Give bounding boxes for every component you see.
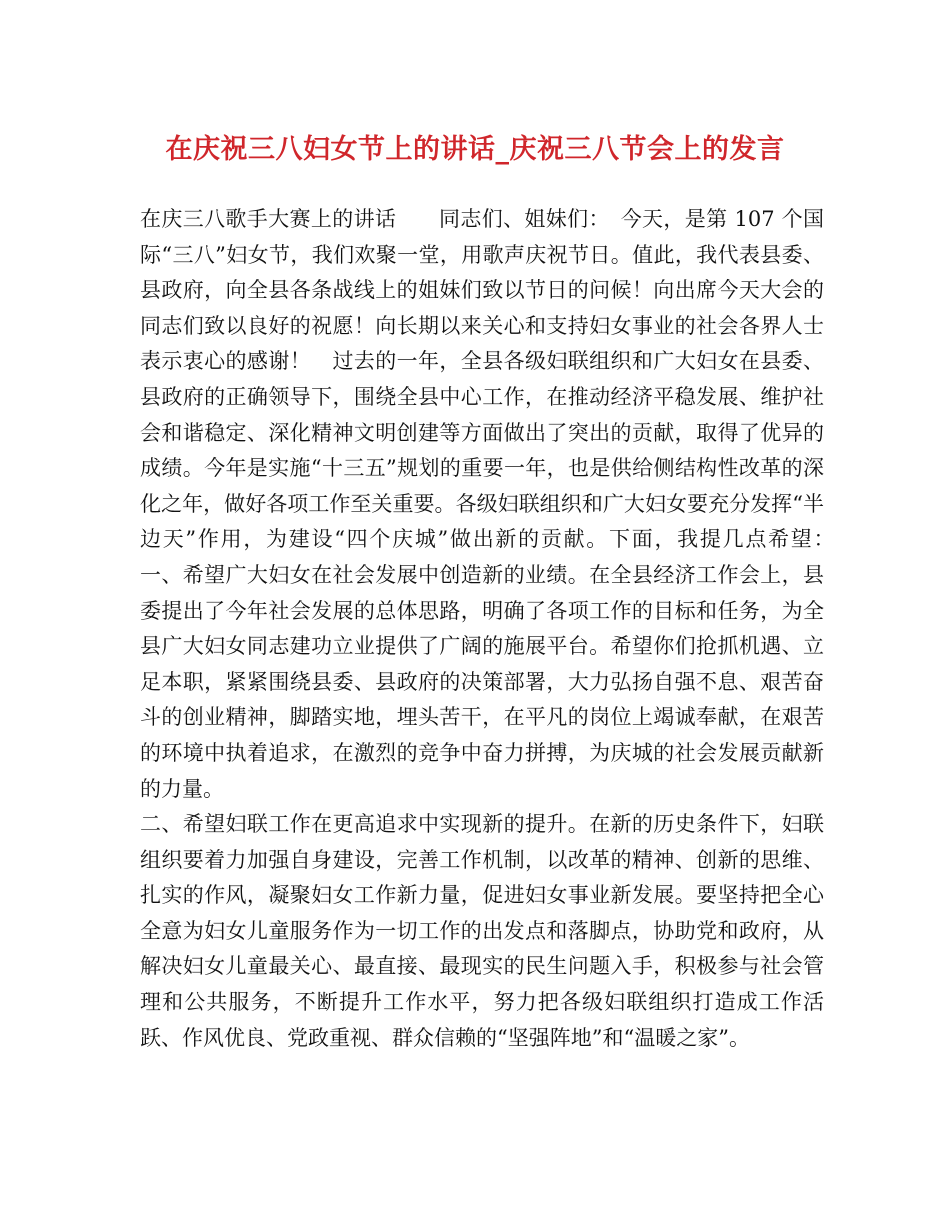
paragraph-1: 在庆三八歌手大赛上的讲话 同志们、姐妹们： 今天，是第 107 个国际“三八”妇女节，我们欢聚一堂，用歌声庆祝节日。值此，我代表县委、县政府，向全县各条战线上的姐妹们致以节日的问候！向出席今天大会的同志们致以良好的祝愿！向长期以来关心和支持妇女事业的社会各界人士表示衷心的感谢！ 过去的一年，全县各级妇联组织和广大妇女在县委、县政府的正确领导下，围绕全县中心工作，在推动经济平稳发展、维护社会和谐稳定、深化精神文明创建等方面做出了突出的贡献，取得了优异的成绩。今年是实施“十三五”规划的重要一年，也是供给侧结构性改革的深化之年，做好各项工作至关重要。各级妇联组织和广大妇女要充分发挥“半边天”作用，为建设“四个庆城”做出新的贡献。下面，我提几点希望： 一、希望广大妇女在社会发展中创造新的业绩。在全县经济工作会上，县委提出了今年社会发展的总体思路，明确了各项工作的目标和任务，为全县广大妇女同志建功立业提供了广阔的施展平台。希望你们抢抓机遇、立足本职，紧紧围绕县委、县政府的决策部署，大力弘扬自强不息、艰苦奋斗的创业精神，脚踏实地，埋头苦干，在平凡的岗位上竭诚奉献，在艰苦的环境中执着追求，在激烈的竞争中奋力拼搏，为庆城的社会发展贡献新的力量。 (140, 207, 845, 801)
document-body (140, 202, 845, 1056)
paragraph-2: 二、希望妇联工作在更高追求中实现新的提升。在新的历史条件下，妇联组织要着力加强自身建设，完善工作机制，以改革的精神、创新的思维、扎实的作风，凝聚妇女工作新力量，促进妇女事业新发展。要坚持把全心全意为妇女儿童服务作为一切工作的出发点和落脚点，协助党和政府，从解决妇女儿童最关心、最直接、最现实的民生问题入手，积极参与社会管理和公共服务，不断提升工作水平，努力把各级妇联组织打造成工作活跃、作风优良、党政重视、群众信赖的“坚强阵地”和“温暖之家”。 (140, 812, 824, 1050)
document-title: 在庆祝三八妇女节上的讲话_庆祝三八节会上的发言 (165, 134, 785, 165)
